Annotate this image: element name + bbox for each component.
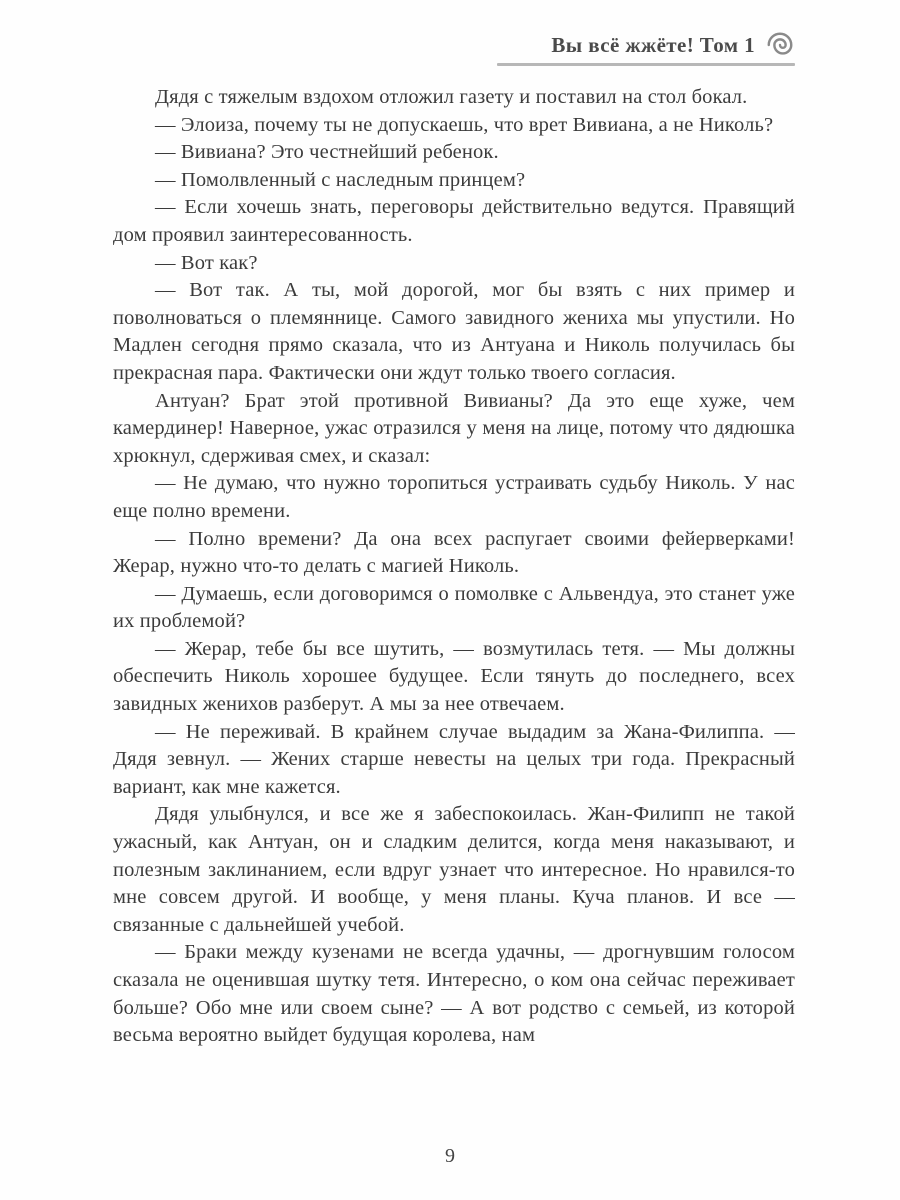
paragraph: Дядя улыбнулся, и все же я забеспокоилась. Жан-Филипп не такой ужасный, как Антуан, он и сладким делится, когда меня наказывают, и полезным заклинанием, если вдруг узнает что интересное. Но нравился-то мне совсем другой. И вообще, у меня планы. Куча планов. И все — связанные с дальнейшей учебой. — [113, 803, 795, 936]
paragraph: — Не переживай. В крайнем случае выдадим за Жана-Филиппа. — Дядя зевнул. — Жених старше невесты на целых три года. Прекрасный вариант, как мне кажется. — [113, 720, 795, 798]
paragraph: — Вивиана? Это честнейший ребенок. — [155, 141, 499, 164]
paragraph: — Помолвленный с наследным принцем? — [155, 168, 526, 191]
paragraph: — Думаешь, если договоримся о помолвке с Альвендуа, это станет уже их проблемой? — [113, 582, 795, 633]
paragraph: Дядя с тяжелым вздохом отложил газету и поставил на стол бокал. — [155, 86, 748, 108]
paragraph: — Вот так. А ты, мой дорогой, мог бы взять с них пример и поволноваться о племяннице. Самого завидного жениха мы упустили. Но Мадлен сегодня прямо сказала, что из Антуана и Николь получилась бы прекрасная пара. Фактически они ждут только твоего согласия. — [113, 279, 795, 384]
paragraph: — Жерар, тебе бы все шутить, — возмутилась тетя. — Мы должны обеспечить Николь хорошее будущее. Если тянуть до последнего, всех завидных женихов разберут. А мы за нее отвечаем. — [113, 637, 795, 716]
page-number: 9 — [445, 1145, 455, 1167]
paragraph: — Браки между кузенами не всегда удачны, — дрогнувшим голосом сказала не оценившая шутку тетя. Интересно, о ком она сейчас переживает больше? Обо мне или своем сыне? — А вот родство с семьей, из которой весьма вероятно выйдет будущая королева, нам — [113, 941, 795, 1047]
page-footer — [0, 1145, 900, 1168]
paragraph: — Вот как? — [155, 251, 258, 274]
paragraph: — Если хочешь знать, переговоры действительно ведутся. Правящий дом проявил заинтересованность. — [113, 196, 795, 246]
header-rule — [497, 63, 795, 66]
spiral-icon — [765, 30, 795, 60]
page-content — [113, 30, 795, 1050]
paragraph: Антуан? Брат этой противной Вивианы? Да это еще хуже, чем камердинер! Наверное, ужас отразился у меня на лице, потому что дядюшка хрюкнул, сдерживая смех, и сказал: — [113, 389, 795, 467]
paragraph: — Не думаю, что нужно торопиться устраивать судьбу Николь. У нас еще полно времени. — [113, 472, 795, 522]
running-head — [551, 30, 795, 60]
running-title: Вы всё жжёте! Том 1 — [551, 32, 755, 57]
paragraph: — Элоиза, почему ты не допускаешь, что врет Вивиана, а не Николь? — [155, 113, 774, 136]
page-text — [113, 84, 795, 1050]
page-header — [113, 30, 795, 66]
paragraph: — Полно времени? Да она всех распугает своими фейерверками! Жерар, нужно что-то делать с магией Николь. — [113, 527, 795, 578]
